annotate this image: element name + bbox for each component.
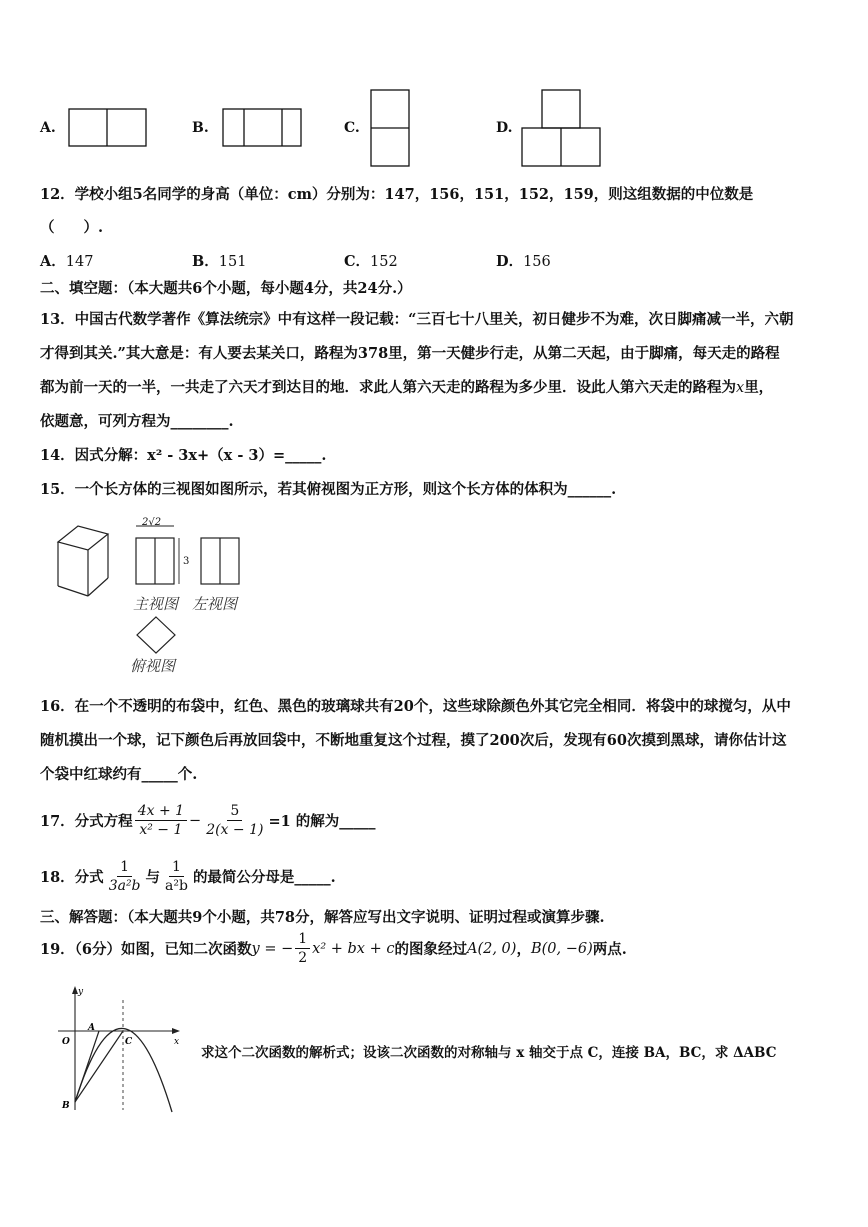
q18-line [40,858,336,895]
q12-paren: （ ）. [40,219,104,236]
q19-point-b: B(0, −6) [530,940,593,957]
q19-line [40,930,627,967]
q12-option-a [40,250,93,271]
q12-option-a-value: 147 [65,254,94,270]
q19-parabola-figure [54,984,190,1116]
q17-fraction-2 [203,802,266,839]
q12-option-d [496,250,551,271]
option-a-label: A. [40,120,56,136]
q12-option-c [344,250,398,271]
q17-prefix: 17．分式方程 [40,813,133,830]
q19-mid: 的图象经过 [394,941,467,958]
option-c-label: C. [344,120,360,136]
q18-f1-den: 3a²b [108,878,141,894]
q19-prefix: 19．（6分）如图，已知二次函数 [40,941,252,958]
q18-mid: 与 [145,869,161,886]
q12-option-c-label: C． [344,253,371,270]
q13-variable: x [736,380,745,396]
q12-option-b-value: 151 [218,254,247,270]
q19-label-y: y [78,987,84,997]
q19-comma: ， [516,941,531,958]
q18-f2-num: 1 [169,858,184,877]
q13-line-1: 13．中国古代数学著作《算法统宗》中有这样一段记载：“三百七十八里关，初日健步不为难，次日脚痛减一半，六朝 [40,311,794,328]
q13-line-3b: 里， [744,379,774,396]
q12-text: 12．学校小组5名同学的身高（单位：cm）分别为：147，156，151，152，159，则这组数据的中位数是 [40,186,754,203]
q17-f2-num: 5 [227,802,242,821]
q14-text: 14．因式分解：x² - 3x+（x - 3）=_____. [40,447,327,464]
option-b-figure [222,108,304,148]
q15-caption-left: 左视图 [192,595,238,613]
q17-fraction-1 [135,802,187,839]
section-2-heading: 二、填空题：（本大题共6个小题，每小题4分，共24分.） [40,280,412,297]
q19-label-b: B [62,1101,70,1111]
q17-f1-num: 4x + 1 [135,802,187,821]
q19-label-a: A [88,1023,95,1033]
q15-dim-side: 3 [183,556,190,567]
q13-line-4: 依题意，可列方程为________. [40,413,234,430]
q18-fraction-1 [106,858,144,895]
q16-line-3: 个袋中红球约有_____个. [40,766,198,783]
q13-line-2: 才得到其关.”其大意是：有人要去某关口，路程为378里，第一天健步行走，从第二天起，由于脚痛，每天走的路程 [40,345,780,362]
q15-dim-top: 2√2 [142,517,162,528]
q19-eq-num: 1 [295,930,310,949]
q15-top-view [134,615,178,655]
q15-front-view [132,518,196,590]
q19-label-o: O [62,1037,70,1047]
q19-point-a: A(2, 0) [466,940,517,957]
q19-eq-right: x² + bx + c [312,940,395,957]
option-a-figure [68,108,148,148]
q12-option-b-label: B． [192,253,219,270]
q19-eq-left: y = − [251,940,294,957]
q19-fraction [295,930,310,967]
option-b-label: B. [192,120,209,136]
q19-eq-den: 2 [298,950,308,966]
q17-f1-den: x² − 1 [139,822,183,838]
q18-f2-den: a²b [165,878,188,894]
q12-option-a-label: A． [40,253,66,270]
q12-option-d-label: D． [496,253,524,270]
section-3-heading: 三、解答题：（本大题共9个小题，共78分，解答应写出文字说明、证明过程或演算步骤. [40,909,605,926]
q15-caption-top: 俯视图 [130,657,176,675]
q12-option-b [192,250,246,271]
q17-suffix: =1 的解为_____ [268,813,376,830]
q15-cuboid-figure [54,524,114,600]
q19-label-x: x [174,1037,180,1047]
q18-fraction-2 [162,858,191,895]
q17-line [40,802,376,839]
option-c-figure [370,89,412,169]
q15-left-view [198,536,246,588]
q18-f1-num: 1 [117,858,132,877]
q12-option-d-value: 156 [523,254,551,270]
q16-line-1: 16．在一个不透明的布袋中，红色、黑色的玻璃球共有20个，这些球除颜色外其它完全相同．将袋中的球搅匀，从中 [40,698,791,715]
q13-line-3 [40,376,773,397]
q18-prefix: 18．分式 [40,869,104,886]
q19-task: 求这个二次函数的解析式；设该二次函数的对称轴与 x 轴交于点 C，连接 BA，BC，求 ΔABC [201,1045,777,1061]
q16-line-2: 随机摸出一个球，记下颜色后再放回袋中，不断地重复这个过程，摸了200次后，发现有60次摸到黑球，请你估计这 [40,732,787,749]
q19-label-c: C [125,1037,133,1047]
q17-minus: − [189,812,202,829]
q13-line-3a: 都为前一天的一半，一共走了六天才到达目的地．求此人第六天走的路程为多少里．设此人第六天走的路程为 [40,379,736,396]
q17-f2-den: 2(x − 1) [206,822,264,838]
q15-text: 15．一个长方体的三视图如图所示，若其俯视图为正方形，则这个长方体的体积为______. [40,481,617,498]
q15-caption-front: 主视图 [133,595,179,613]
q19-end: 两点. [592,941,627,958]
q18-suffix: 的最简公分母是_____. [192,869,336,886]
q12-option-c-value: 152 [370,254,398,270]
option-d-label: D. [496,120,513,136]
option-d-figure [520,89,604,169]
